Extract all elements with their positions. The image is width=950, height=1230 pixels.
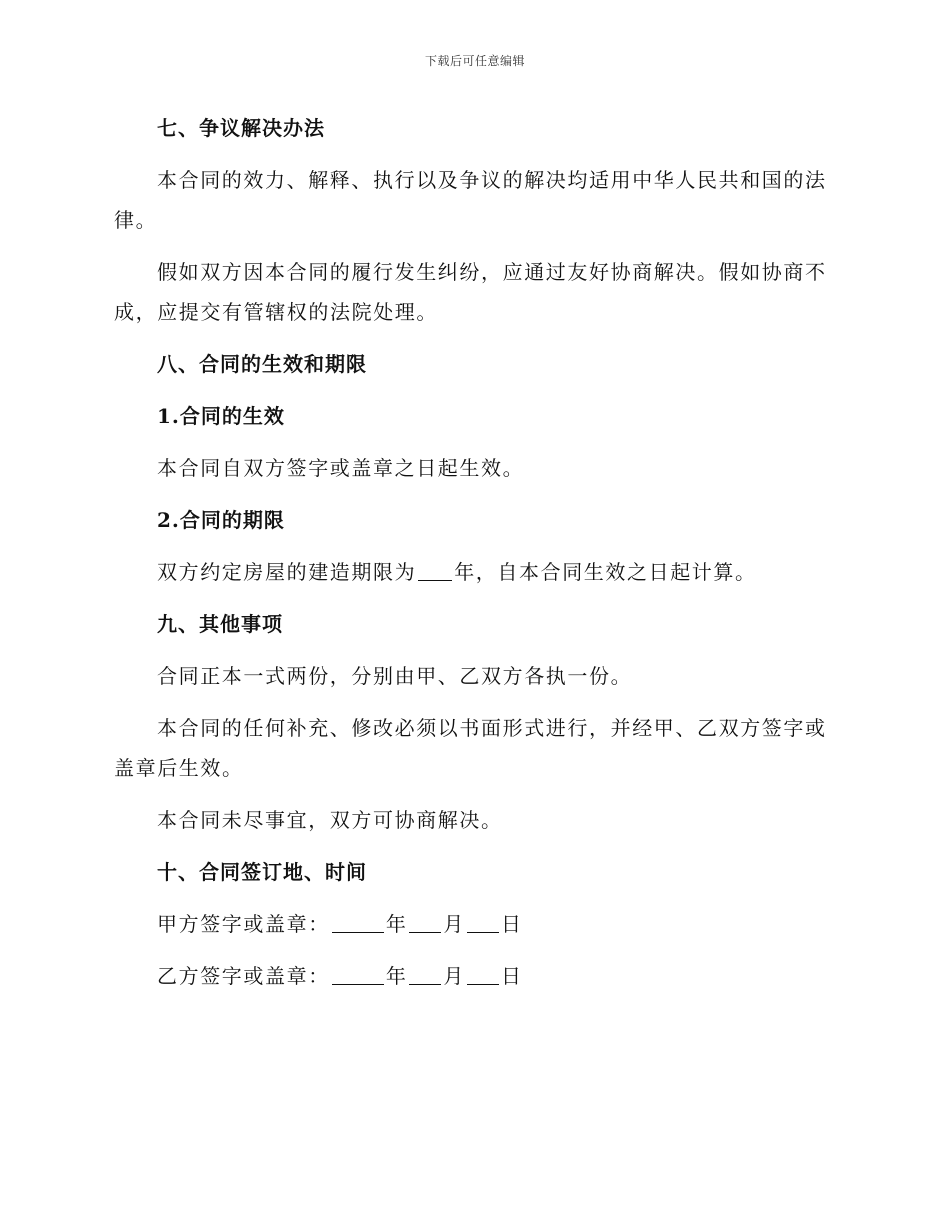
party-a-month-label: 月 bbox=[443, 912, 466, 936]
section-10-title: 十、合同签订地、时间 bbox=[157, 860, 367, 884]
party-b-label: 乙方签字或盖章： bbox=[157, 964, 330, 988]
term-years-blank bbox=[418, 556, 452, 581]
section-9-paragraph-1: 合同正本一式两份，分别由甲、乙双方各执一份。 bbox=[157, 664, 633, 688]
section-8-sub1-title: 1.合同的生效 bbox=[157, 404, 285, 428]
document-body bbox=[114, 108, 834, 1008]
party-b-month-blank bbox=[409, 960, 441, 985]
section-9-paragraph-2: 本合同的任何补充、修改必须以书面形式进行，并经甲、乙双方签字或盖章后生效。 bbox=[114, 716, 827, 780]
party-a-day-label: 日 bbox=[501, 912, 523, 936]
party-a-year-blank bbox=[332, 908, 384, 933]
section-9-paragraph-3: 本合同未尽事宜，双方可协商解决。 bbox=[157, 808, 503, 832]
party-b-signature-line bbox=[114, 956, 834, 996]
section-7-title: 七、争议解决办法 bbox=[157, 116, 325, 140]
section-8-title: 八、合同的生效和期限 bbox=[157, 352, 367, 376]
section-9-title: 九、其他事项 bbox=[157, 612, 283, 636]
party-b-year-blank bbox=[332, 960, 384, 985]
party-a-month-blank bbox=[409, 908, 441, 933]
term-text-after: 年，自本合同生效之日起计算。 bbox=[454, 560, 757, 584]
section-7-paragraph-1: 本合同的效力、解释、执行以及争议的解决均适用中华人民共和国的法律。 bbox=[114, 168, 827, 232]
party-a-year-label: 年 bbox=[385, 912, 408, 936]
party-b-day-blank bbox=[467, 960, 499, 985]
party-b-month-label: 月 bbox=[443, 964, 466, 988]
party-b-year-label: 年 bbox=[385, 964, 408, 988]
section-7-paragraph-2: 假如双方因本合同的履行发生纠纷，应通过友好协商解决。假如协商不成，应提交有管辖权的法院处理。 bbox=[114, 260, 827, 324]
section-8-sub2-title: 2.合同的期限 bbox=[157, 508, 285, 532]
party-a-signature-line bbox=[114, 904, 834, 944]
party-b-day-label: 日 bbox=[501, 964, 523, 988]
section-8-sub2-text bbox=[114, 552, 834, 592]
term-text-before: 双方约定房屋的建造期限为 bbox=[157, 560, 417, 584]
page-header: 下载后可任意编辑 bbox=[424, 54, 525, 68]
section-8-sub1-text: 本合同自双方签字或盖章之日起生效。 bbox=[157, 456, 525, 480]
party-a-label: 甲方签字或盖章： bbox=[157, 912, 330, 936]
party-a-day-blank bbox=[467, 908, 499, 933]
